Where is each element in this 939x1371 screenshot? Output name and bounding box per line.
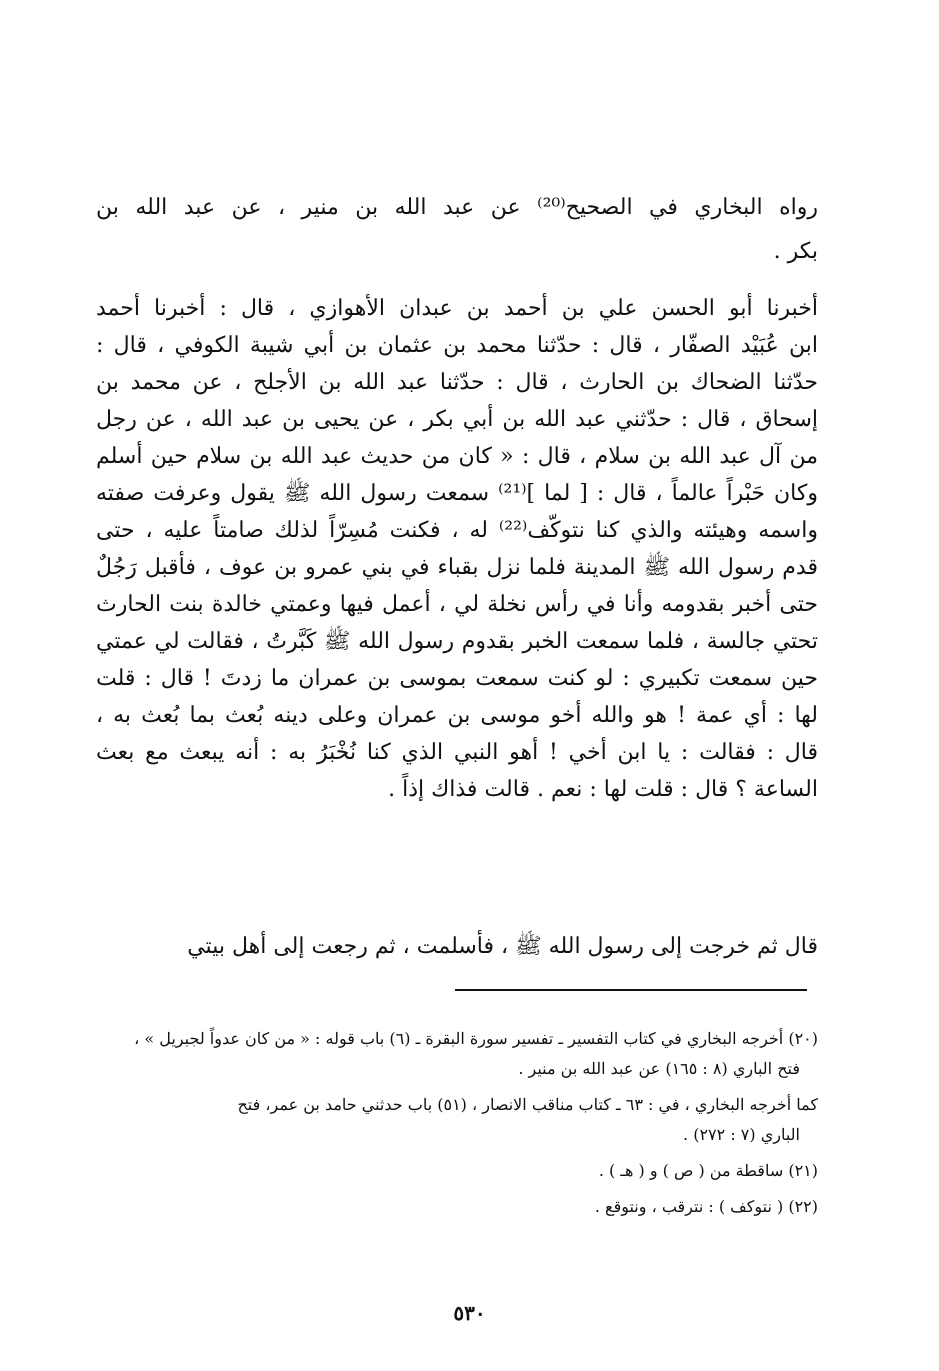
paragraph-line: لها : أي عمة ! هو والله أخو موسى بن عمران وعلى دينه بُعث بما بُعث به ، [96, 703, 818, 728]
paragraph-line: حدّثنا الضحاك بن الحارث ، قال : حدّثنا عبد الله بن الأجلح ، عن محمد بن [96, 370, 818, 395]
paragraph-line: تحتي جالسة ، فلما سمعت الخبر بقدوم رسول الله ﷺ كَبَّرتُ ، فقالت لي عمتي [96, 629, 818, 654]
paragraph-line: الساعة ؟ قال : قلت لها : نعم . قالت فذاك إذاً . [388, 777, 818, 802]
paragraph-line: ابن عُبَيْد الصفّار ، قال : حدّثنا محمد بن عثمان بن أبي شيبة الكوفي ، قال : [96, 333, 818, 358]
footnote-separator [455, 989, 807, 991]
paragraph-line: حين سمعت تكبيري : لو كنت سمعت بموسى بن عمران ما زدتَ ! قال : قلت [96, 666, 818, 691]
paragraph-line: رواه البخاري في الصحيح⁽²⁰⁾ عن عبد الله بن منير ، عن عبد الله بن [96, 195, 818, 220]
paragraph-3 [96, 928, 818, 965]
footnote-text: (٢٢) ( نتوكف ) : نترقب ، ونتوقع . [594, 1197, 818, 1216]
paragraph-2 [96, 290, 818, 808]
paragraph-1 [96, 186, 818, 274]
footnote-text: (٢١) ساقطة من ( ص ) و ( هـ ) . [598, 1161, 818, 1180]
paragraph-line: أخبرنا أبو الحسن علي بن أحمد بن عبدان الأهوازي ، قال : أخبرنا أحمد [96, 296, 818, 321]
footnote-text: (٢٠) أخرجه البخاري في كتاب التفسير ـ تفسير سورة البقرة ـ (٦) باب قوله : « من كان عدواً لجبريل » ، [134, 1029, 818, 1048]
paragraph-line: من آل عبد الله بن سلام ، قال : « كان من حديث عبد الله بن سلام حين أسلم [96, 444, 818, 469]
footnote-21 [96, 1156, 818, 1186]
page-number: ٥٣٠ [453, 1301, 486, 1325]
footnotes [96, 1024, 818, 1228]
paragraph-line: حتى أخبر بقدومه وأنا في رأس نخلة لي ، أعمل فيها وعمتي خالدة بنت الحارث [96, 592, 818, 617]
paragraph-line: وكان حَبْراً عالماً ، قال : [ لما ]⁽²¹⁾ سمعت رسول الله ﷺ يقول وعرفت صفته [96, 481, 818, 506]
footnote-text-continued: فتح الباري (٨ : ١٦٥) عن عبد الله بن منير . [518, 1059, 800, 1078]
footnote-20 [96, 1024, 818, 1084]
paragraph-line: واسمه وهيئته والذي كنا نتوكّف⁽²²⁾ له ، فكنت مُسِرّاً لذلك صامتاً عليه ، حتى [96, 518, 818, 543]
paragraph-line: قال ثم خرجت إلى رسول الله ﷺ ، فأسلمت ، ثم رجعت إلى أهل بيتي [187, 934, 818, 959]
paragraph-line: إسحاق ، قال : حدّثني عبد الله بن أبي بكر ، عن يحيى بن عبد الله ، عن رجل [96, 407, 818, 432]
footnote-20-continued [96, 1090, 818, 1150]
footnote-22 [96, 1192, 818, 1222]
footnote-text: كما أخرجه البخاري ، في : ٦٣ ـ كتاب مناقب الانصار ، (٥١) باب حدثني حامد بن عمر، فتح [237, 1095, 818, 1114]
paragraph-line: قال : فقالت : يا ابن أخي ! أهو النبي الذي كنا نُخْبَرُ به : أنه يبعث مع بعث [96, 740, 818, 765]
footnote-text-continued: الباري (٧ : ٢٧٢) . [683, 1125, 800, 1144]
paragraph-line: قدم رسول الله ﷺ المدينة فلما نزل بقباء في بني عمرو بن عوف ، فأقبل رَجُلٌ [96, 555, 818, 580]
paragraph-line: بكر . [773, 239, 818, 264]
